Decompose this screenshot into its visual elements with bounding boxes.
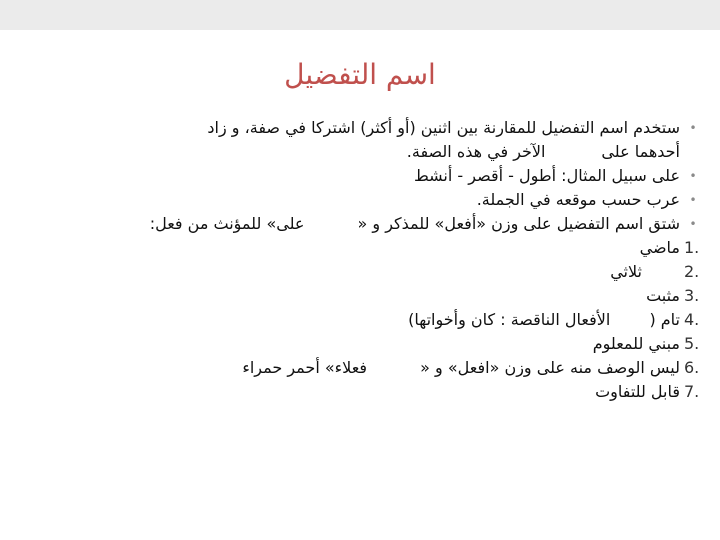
condition-text-b: فعلاء» أحمر حمراء bbox=[242, 358, 368, 377]
condition-text: قابل للتفاوت bbox=[595, 382, 680, 401]
condition-1 bbox=[30, 236, 700, 260]
condition-text-a: ليس الوصف منه على وزن «افعل» و « bbox=[420, 358, 680, 377]
bullet-marker: • bbox=[689, 121, 697, 135]
bullet-marker: • bbox=[689, 217, 697, 231]
condition-3 bbox=[30, 284, 700, 308]
condition-number: 4. bbox=[684, 310, 700, 329]
bullet-3 bbox=[30, 188, 697, 212]
condition-number: 3. bbox=[684, 286, 700, 305]
bullet-1-text-2: أحدهما على الآخر في هذه الصفة. bbox=[406, 142, 680, 161]
bullet-2-text: على سبيل المثال: أطول - أقصر - أنشط bbox=[413, 166, 680, 185]
bullet-4-text-b: على» للمؤنث من فعل: bbox=[149, 214, 305, 233]
slide bbox=[0, 30, 720, 540]
slide-title: اسم التفضيل bbox=[284, 58, 436, 91]
condition-6 bbox=[30, 356, 700, 380]
condition-number: 6. bbox=[684, 358, 700, 377]
bullet-1-text-1: ستخدم اسم التفضيل للمقارنة بين اثنين (أو أكثر) اشتركا في صفة، و زاد bbox=[207, 118, 680, 137]
bullet-marker: • bbox=[689, 169, 697, 183]
condition-number: 1. bbox=[684, 238, 700, 257]
condition-number: 2. bbox=[684, 262, 700, 281]
bullet-3-text: عرب حسب موقعه في الجملة. bbox=[476, 190, 680, 209]
bullet-4 bbox=[30, 212, 697, 236]
bullet-1-line-2 bbox=[30, 140, 680, 164]
condition-text: مثبت bbox=[646, 286, 680, 305]
top-band bbox=[0, 0, 720, 30]
bullet-marker: • bbox=[689, 193, 697, 207]
condition-text-a: تام ( bbox=[649, 310, 680, 329]
condition-4 bbox=[30, 308, 700, 332]
condition-7 bbox=[30, 380, 700, 404]
condition-text-b: الأفعال الناقصة : كان وأخواتها) bbox=[408, 310, 611, 329]
slide-content bbox=[30, 116, 700, 404]
condition-text: ثلاثي bbox=[610, 262, 642, 281]
bullet-4-text-a: شتق اسم التفضيل على وزن «أفعل» للمذكر و « bbox=[357, 214, 680, 233]
bullet-2 bbox=[30, 164, 697, 188]
condition-text: ماضي bbox=[639, 238, 680, 257]
condition-5 bbox=[30, 332, 700, 356]
condition-text: مبني للمعلوم bbox=[592, 334, 680, 353]
condition-number: 7. bbox=[684, 382, 700, 401]
bullet-1-line-1 bbox=[30, 116, 697, 140]
condition-number: 5. bbox=[684, 334, 700, 353]
condition-2 bbox=[30, 260, 700, 284]
